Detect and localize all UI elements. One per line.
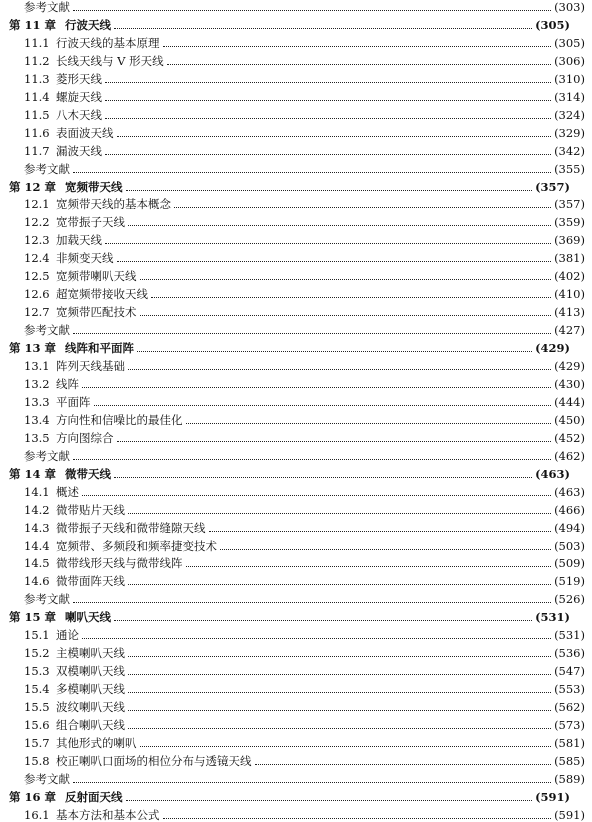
dot-leader xyxy=(186,421,552,424)
dot-leader xyxy=(128,726,551,729)
entry-title: 超宽频带接收天线 xyxy=(56,287,148,302)
page-number: (324) xyxy=(554,107,585,122)
page-number: (547) xyxy=(554,664,585,679)
references-entry xyxy=(0,588,592,606)
chapter-entry xyxy=(0,337,577,355)
entry-title: 线阵 xyxy=(56,376,79,391)
dot-leader xyxy=(114,26,532,29)
dot-leader xyxy=(114,618,532,621)
page-number: (413) xyxy=(554,305,585,320)
entry-title: 喇叭天线 xyxy=(65,610,111,625)
entry-number: 13.1 xyxy=(24,359,50,373)
dot-leader xyxy=(105,241,551,244)
section-entry xyxy=(0,481,592,499)
chapter-entry xyxy=(0,786,577,804)
entry-title: 微带面阵天线 xyxy=(56,574,125,589)
entry-number: 11.4 xyxy=(24,89,50,104)
page-number: (531) xyxy=(535,610,570,625)
page-number: (410) xyxy=(554,287,585,302)
dot-leader xyxy=(82,493,551,496)
entry-number: 11.3 xyxy=(24,71,50,86)
references-entry xyxy=(0,319,592,337)
entry-title: 主模喇叭天线 xyxy=(56,646,125,661)
entry-title: 漏波天线 xyxy=(56,143,102,158)
section-entry xyxy=(0,517,592,535)
page-number: (562) xyxy=(554,700,585,715)
page-number: (450) xyxy=(554,412,585,427)
entry-number: 15.7 xyxy=(24,735,50,750)
section-entry xyxy=(0,750,592,768)
entry-title: 概述 xyxy=(56,484,79,499)
entry-number: 11.1 xyxy=(24,35,50,50)
section-entry xyxy=(0,642,592,660)
page-number: (357) xyxy=(535,179,570,194)
section-entry xyxy=(0,50,592,68)
entry-number: 第 16 章 xyxy=(9,789,57,804)
page-number: (357) xyxy=(554,197,585,212)
dot-leader xyxy=(167,62,551,65)
entry-number: 15.8 xyxy=(24,753,50,768)
dot-leader xyxy=(140,313,552,316)
page-number: (329) xyxy=(554,125,585,140)
chapter-entry xyxy=(0,606,577,624)
section-entry xyxy=(0,660,592,678)
entry-title: 宽频带匹配技术 xyxy=(56,305,137,320)
entry-title: 宽频带天线 xyxy=(65,179,123,194)
entry-number: 11.6 xyxy=(24,125,50,140)
entry-number: 12.3 xyxy=(24,233,50,248)
dot-leader xyxy=(82,636,551,639)
entry-title: 微带振子天线和微带缝隙天线 xyxy=(56,520,206,535)
dot-leader xyxy=(151,295,551,298)
entry-number: 14.5 xyxy=(24,556,50,571)
section-entry xyxy=(0,391,592,409)
entry-title: 阵列天线基础 xyxy=(56,359,125,373)
entry-number: 第 12 章 xyxy=(9,179,57,194)
entry-number: 第 11 章 xyxy=(9,17,57,32)
dot-leader xyxy=(137,349,532,352)
page-number: (585) xyxy=(554,753,585,768)
entry-number: 12.5 xyxy=(24,269,50,284)
entry-title: 双模喇叭天线 xyxy=(56,664,125,679)
section-entry xyxy=(0,373,592,391)
page-number: (359) xyxy=(554,215,585,230)
page-number: (369) xyxy=(554,233,585,248)
dot-leader xyxy=(117,134,552,137)
references-entry xyxy=(0,0,592,14)
entry-number: 14.4 xyxy=(24,538,50,553)
section-entry xyxy=(0,499,592,517)
dot-leader xyxy=(73,600,551,603)
page-number: (452) xyxy=(554,430,585,445)
section-entry xyxy=(0,732,592,750)
entry-number: 12.4 xyxy=(24,251,50,266)
dot-leader xyxy=(128,511,551,514)
dot-leader xyxy=(117,259,552,262)
entry-number: 14.6 xyxy=(24,574,50,589)
dot-leader xyxy=(186,564,552,567)
section-entry xyxy=(0,409,592,427)
page-number: (591) xyxy=(554,807,585,822)
entry-number: 14.2 xyxy=(24,502,50,517)
page-number: (314) xyxy=(554,89,585,104)
dot-leader xyxy=(105,116,551,119)
references-entry xyxy=(0,768,592,786)
entry-title: 基本方法和基本公式 xyxy=(56,807,160,822)
section-entry xyxy=(0,552,592,570)
page-number: (526) xyxy=(554,592,585,607)
page-number: (305) xyxy=(535,17,570,32)
page-number: (462) xyxy=(554,448,585,463)
dot-leader xyxy=(209,529,552,532)
page-number: (303) xyxy=(554,0,585,14)
dot-leader xyxy=(128,690,551,693)
entry-title: 反射面天线 xyxy=(65,789,123,804)
entry-title: 组合喇叭天线 xyxy=(56,718,125,732)
dot-leader xyxy=(105,98,551,101)
section-entry xyxy=(0,32,592,50)
section-entry xyxy=(0,193,592,211)
entry-title: 宽频带天线的基本概念 xyxy=(56,197,171,212)
dot-leader xyxy=(114,475,532,478)
section-entry xyxy=(0,624,592,642)
page-number: (444) xyxy=(554,394,585,409)
page-number: (429) xyxy=(535,341,570,356)
section-entry xyxy=(0,301,592,319)
dot-leader xyxy=(128,223,551,226)
dot-leader xyxy=(174,205,551,208)
entry-number: 11.7 xyxy=(24,143,50,158)
page-number: (494) xyxy=(554,520,585,535)
entry-number: 15.5 xyxy=(24,700,50,715)
dot-leader xyxy=(128,582,551,585)
chapter-entry xyxy=(0,176,577,194)
entry-title: 线阵和平面阵 xyxy=(65,341,134,356)
section-entry xyxy=(0,229,592,247)
dot-leader xyxy=(105,152,551,155)
entry-title: 参考文献 xyxy=(24,771,70,786)
entry-title: 宽带振子天线 xyxy=(56,215,125,230)
dot-leader xyxy=(255,762,552,765)
entry-title: 其他形式的喇叭 xyxy=(56,735,137,750)
page-number: (305) xyxy=(554,35,585,50)
chapter-entry xyxy=(0,14,577,32)
page-number: (536) xyxy=(554,646,585,661)
dot-leader xyxy=(126,188,533,191)
section-entry xyxy=(0,678,592,696)
entry-title: 八木天线 xyxy=(56,107,102,122)
section-entry xyxy=(0,535,592,553)
page-number: (463) xyxy=(535,466,570,481)
page-number: (519) xyxy=(554,574,585,589)
references-entry xyxy=(0,445,592,463)
dot-leader xyxy=(73,780,551,783)
entry-number: 14.3 xyxy=(24,520,50,535)
entry-number: 第 14 章 xyxy=(9,466,57,481)
entry-title: 平面阵 xyxy=(56,394,91,409)
section-entry xyxy=(0,122,592,140)
entry-title: 宽频带、多频段和频率捷变技术 xyxy=(56,538,217,553)
page-number: (531) xyxy=(554,628,585,643)
dot-leader xyxy=(128,672,551,675)
page-number: (429) xyxy=(554,359,585,373)
entry-title: 非频变天线 xyxy=(56,251,114,266)
entry-number: 12.7 xyxy=(24,305,50,320)
page-number: (306) xyxy=(554,53,585,68)
entry-title: 参考文献 xyxy=(24,448,70,463)
entry-title: 校正喇叭口面场的相位分布与透镜天线 xyxy=(56,753,252,768)
dot-leader xyxy=(128,708,551,711)
dot-leader xyxy=(117,439,552,442)
entry-number: 15.6 xyxy=(24,718,50,732)
page-number: (503) xyxy=(554,538,585,553)
section-entry xyxy=(0,86,592,104)
page-number: (589) xyxy=(554,771,585,786)
entry-title: 波纹喇叭天线 xyxy=(56,700,125,715)
section-entry xyxy=(0,570,592,588)
section-entry xyxy=(0,355,592,373)
entry-title: 行波天线的基本原理 xyxy=(56,35,160,50)
page-number: (466) xyxy=(554,502,585,517)
entry-number: 16.1 xyxy=(24,807,50,822)
entry-number: 15.4 xyxy=(24,682,50,697)
dot-leader xyxy=(94,403,552,406)
dot-leader xyxy=(73,331,551,334)
entry-title: 长线天线与 V 形天线 xyxy=(56,53,164,68)
entry-title: 微带天线 xyxy=(65,466,111,481)
references-entry xyxy=(0,158,592,176)
page-number: (427) xyxy=(554,323,585,338)
section-entry xyxy=(0,247,592,265)
entry-number: 13.5 xyxy=(24,430,50,445)
dot-leader xyxy=(140,277,552,280)
page-number: (581) xyxy=(554,735,585,750)
entry-title: 参考文献 xyxy=(24,323,70,338)
section-entry xyxy=(0,140,592,158)
entry-title: 参考文献 xyxy=(24,161,70,176)
entry-number: 11.5 xyxy=(24,107,50,122)
dot-leader xyxy=(73,8,551,11)
section-entry xyxy=(0,427,592,445)
entry-title: 多模喇叭天线 xyxy=(56,682,125,697)
entry-title: 加载天线 xyxy=(56,233,102,248)
section-entry xyxy=(0,211,592,229)
page-number: (573) xyxy=(554,718,585,732)
page-number: (381) xyxy=(554,251,585,266)
entry-title: 微带线形天线与微带线阵 xyxy=(56,556,183,571)
section-entry xyxy=(0,696,592,714)
entry-title: 参考文献 xyxy=(24,592,70,607)
page-number: (553) xyxy=(554,682,585,697)
section-entry xyxy=(0,714,592,732)
entry-number: 15.1 xyxy=(24,628,50,643)
page-number: (342) xyxy=(554,143,585,158)
entry-title: 微带贴片天线 xyxy=(56,502,125,517)
entry-number: 14.1 xyxy=(24,484,50,499)
entry-title: 方向图综合 xyxy=(56,430,114,445)
entry-title: 行波天线 xyxy=(65,17,111,32)
entry-number: 15.2 xyxy=(24,646,50,661)
section-entry xyxy=(0,804,592,822)
entry-title: 菱形天线 xyxy=(56,71,102,86)
dot-leader xyxy=(73,457,551,460)
page-number: (355) xyxy=(554,161,585,176)
entry-title: 宽频带喇叭天线 xyxy=(56,269,137,284)
entry-title: 螺旋天线 xyxy=(56,89,102,104)
entry-number: 12.1 xyxy=(24,197,50,212)
entry-number: 13.2 xyxy=(24,376,50,391)
entry-number: 13.4 xyxy=(24,412,50,427)
dot-leader xyxy=(163,816,552,819)
section-entry xyxy=(0,104,592,122)
section-entry xyxy=(0,283,592,301)
entry-title: 参考文献 xyxy=(24,0,70,14)
entry-number: 12.6 xyxy=(24,287,50,302)
page-number: (402) xyxy=(554,269,585,284)
dot-leader xyxy=(82,385,551,388)
dot-leader xyxy=(163,44,552,47)
page-number: (591) xyxy=(535,789,570,804)
entry-number: 13.3 xyxy=(24,394,50,409)
entry-title: 表面波天线 xyxy=(56,125,114,140)
entry-number: 11.2 xyxy=(24,53,50,68)
page-number: (310) xyxy=(554,71,585,86)
entry-number: 15.3 xyxy=(24,664,50,679)
section-entry xyxy=(0,265,592,283)
dot-leader xyxy=(140,744,552,747)
entry-title: 方向性和信噪比的最佳化 xyxy=(56,412,183,427)
dot-leader xyxy=(128,654,551,657)
chapter-entry xyxy=(0,463,577,481)
page-number: (509) xyxy=(554,556,585,571)
dot-leader xyxy=(220,547,551,550)
dot-leader xyxy=(126,798,533,801)
page-number: (430) xyxy=(554,376,585,391)
entry-number: 12.2 xyxy=(24,215,50,230)
section-entry xyxy=(0,68,592,86)
entry-title: 通论 xyxy=(56,628,79,643)
page-number: (463) xyxy=(554,484,585,499)
entry-number: 第 13 章 xyxy=(9,341,57,356)
dot-leader xyxy=(128,367,551,370)
dot-leader xyxy=(73,170,551,173)
dot-leader xyxy=(105,80,551,83)
entry-number: 第 15 章 xyxy=(9,610,57,625)
